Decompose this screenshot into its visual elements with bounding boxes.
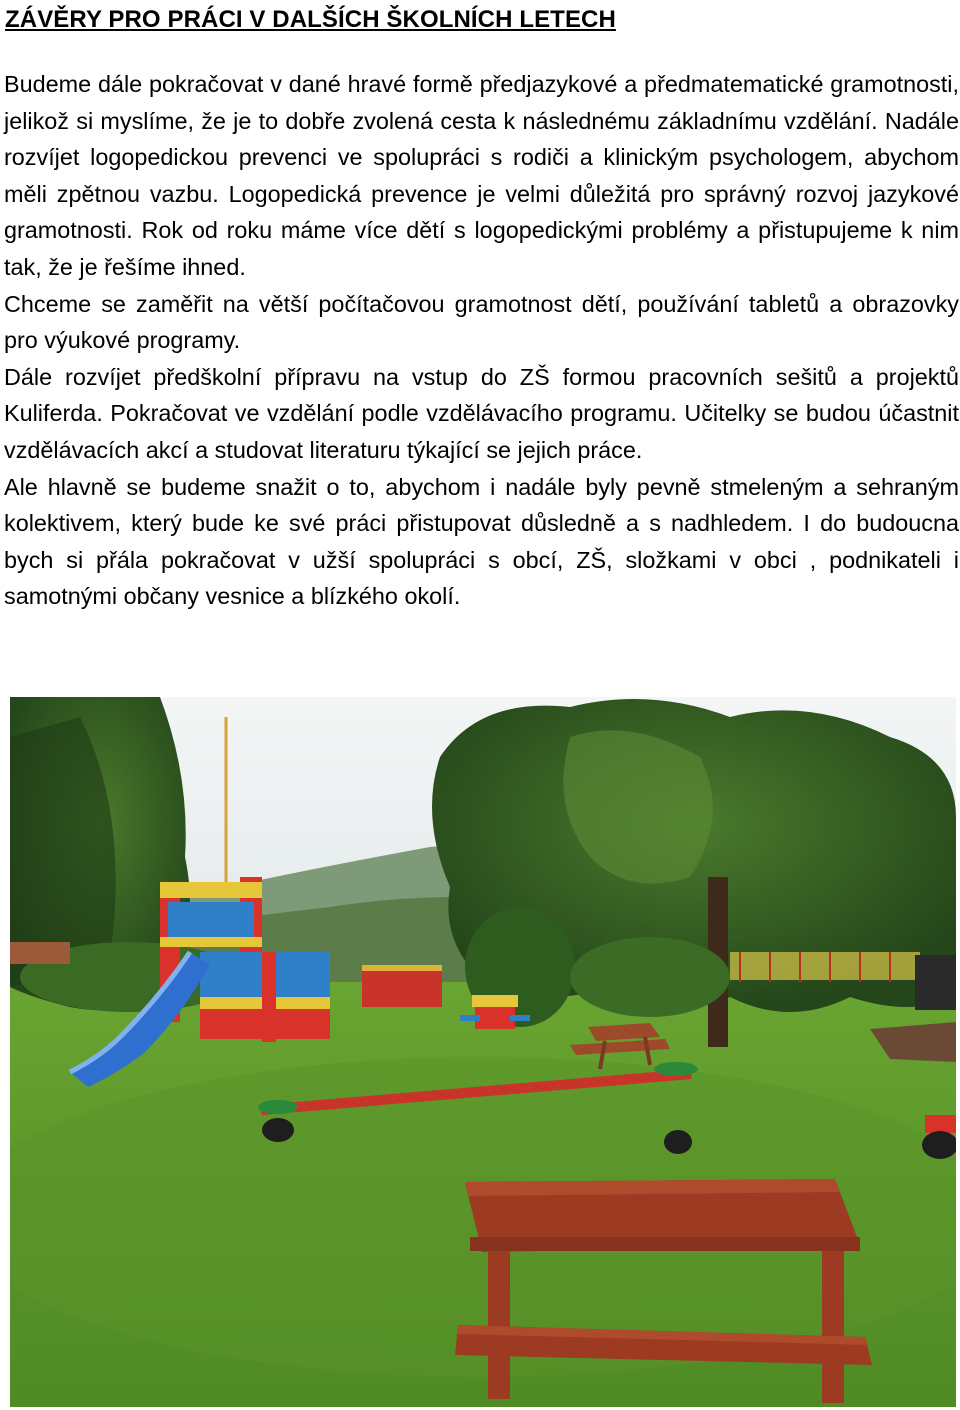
section-heading: ZÁVĚRY PRO PRÁCI V DALŠÍCH ŠKOLNÍCH LETECH: [5, 6, 616, 33]
kids-bench-left: [460, 1015, 480, 1021]
kids-table-base: [475, 1007, 515, 1029]
red-sandbox-rim: [362, 965, 442, 971]
red-sandbox: [362, 969, 442, 1007]
body-text: [4, 66, 959, 615]
house-roof: [10, 942, 70, 964]
right-red-seat: [925, 1115, 956, 1133]
paragraph-1: Budeme dále pokračovat v dané hravé formě předjazykové a předmatematické gramotnosti, jelikož si myslíme, že je to dobře zvolená cesta k následnému základnímu vzdělání. Nadále rozvíjet logopedickou prevenci ve spolupráci s rodiči a klinickým psychologem, abychom měli zpětnou vazbu. Logopedická prevence je velmi důležitá pro správný rozvoj jazykové gramotnosti. Rok od roku máme více dětí s logopedickými problémy a přistupujeme k nim tak, že je řešíme ihned.: [4, 71, 959, 280]
kids-table-top: [472, 995, 518, 1007]
seesaw-tyre-left: [262, 1118, 294, 1142]
seesaw-tyre-right: [664, 1130, 692, 1154]
kids-bench-right: [510, 1015, 530, 1021]
playground-illustration: [10, 697, 956, 1407]
paragraph-4: Ale hlavně se budeme snažit o to, abychom i nadále byly pevně stmeleným a sehraným kolektivem, který bude ke své práci přistupovat důsledně a s nadhledem. I do budoucna bych si přála pokračovat v užší spolupráci s obcí, ZŠ, složkami v obci , podnikateli i samotnými občany vesnice a blízkého okolí.: [4, 473, 959, 610]
garden-fence: [730, 952, 920, 980]
seesaw-seat-left: [258, 1100, 298, 1114]
seesaw-seat-right: [654, 1062, 698, 1076]
hedge: [570, 937, 730, 1017]
paragraph-2: Chceme se zaměřit na větší počítačovou gramotnost dětí, používání tabletů a obrazovky pro výukové programy.: [4, 290, 959, 354]
paragraph-3: Dále rozvíjet předškolní přípravu na vstup do ZŠ formou pracovních sešitů a projektů Kuliferda. Pokračovat ve vzdělání podle vzdělávacího programu. Učitelky se budou účastnit vzdělávacích akcí a studovat literaturu týkající se jejich práce.: [4, 363, 959, 463]
dark-board: [915, 955, 956, 1010]
playground-photo: [10, 697, 956, 1407]
